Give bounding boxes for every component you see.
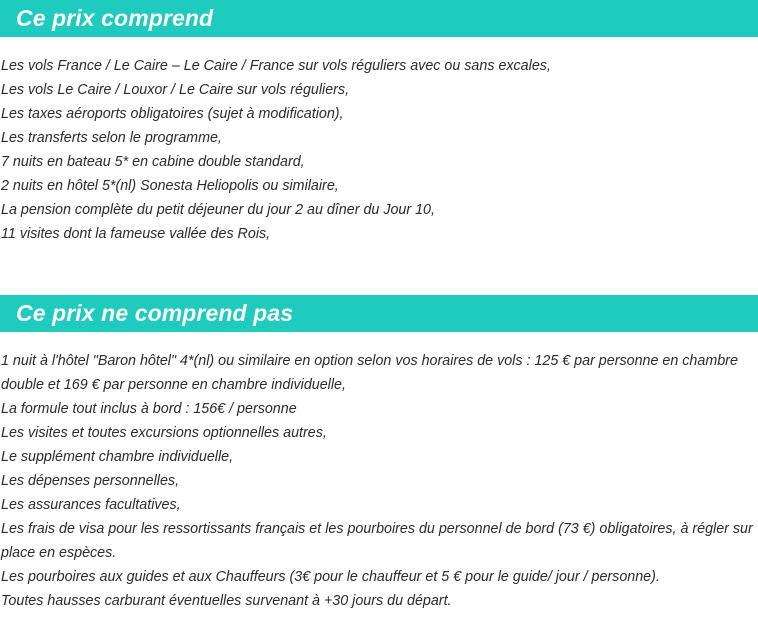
list-item: Le supplément chambre individuelle, [1, 449, 234, 465]
list-item: Les dépenses personnelles, [1, 473, 180, 489]
list-item: La pension complète du petit déjeuner du jour 2 au dîner du Jour 10, [1, 202, 435, 218]
list-item: Les assurances facultatives, [1, 497, 181, 513]
list-item: 11 visites dont la fameuse vallée des Rois, [1, 226, 271, 242]
list-item: Les taxes aéroports obligatoires (sujet à modification), [1, 106, 344, 122]
list-item: Les frais de visa pour les ressortissants français et les pourboires du personnel de bord (73 €) obligatoires, à régler sur place en espèces. [1, 521, 753, 561]
list-item: Les visites et toutes excursions optionnelles autres, [1, 425, 327, 441]
list-item: Les vols Le Caire / Louxor / Le Caire sur vols réguliers, [1, 82, 350, 98]
list-item: Les pourboires aux guides et aux Chauffeurs (3€ pour le chauffeur et 5 € pour le guide/ jour / personne). [1, 569, 660, 585]
list-item: 2 nuits en hôtel 5*(nl) Sonesta Heliopolis ou similaire, [1, 178, 339, 194]
included-list [0, 54, 758, 295]
list-item: 1 nuit à l'hôtel "Baron hôtel" 4*(nl) ou similaire en option selon vos horaires de vols : 125 € par personne en chambre double et 169 € par personne en chambre individuelle, [1, 353, 738, 393]
list-item: Les transferts selon le programme, [1, 130, 222, 146]
list-item: La formule tout inclus à bord : 156€ / personne [1, 401, 297, 417]
list-item: 7 nuits en bateau 5* en cabine double standard, [1, 154, 305, 170]
excluded-list [0, 349, 758, 613]
excluded-section [0, 295, 758, 613]
list-item: Toutes hausses carburant éventuelles survenant à +30 jours du départ. [1, 593, 452, 609]
included-section [0, 0, 758, 295]
list-item: Les vols France / Le Caire – Le Caire / France sur vols réguliers avec ou sans excales, [1, 58, 551, 74]
included-section-title: Ce prix comprend [0, 0, 758, 37]
excluded-section-title: Ce prix ne comprend pas [0, 295, 758, 332]
